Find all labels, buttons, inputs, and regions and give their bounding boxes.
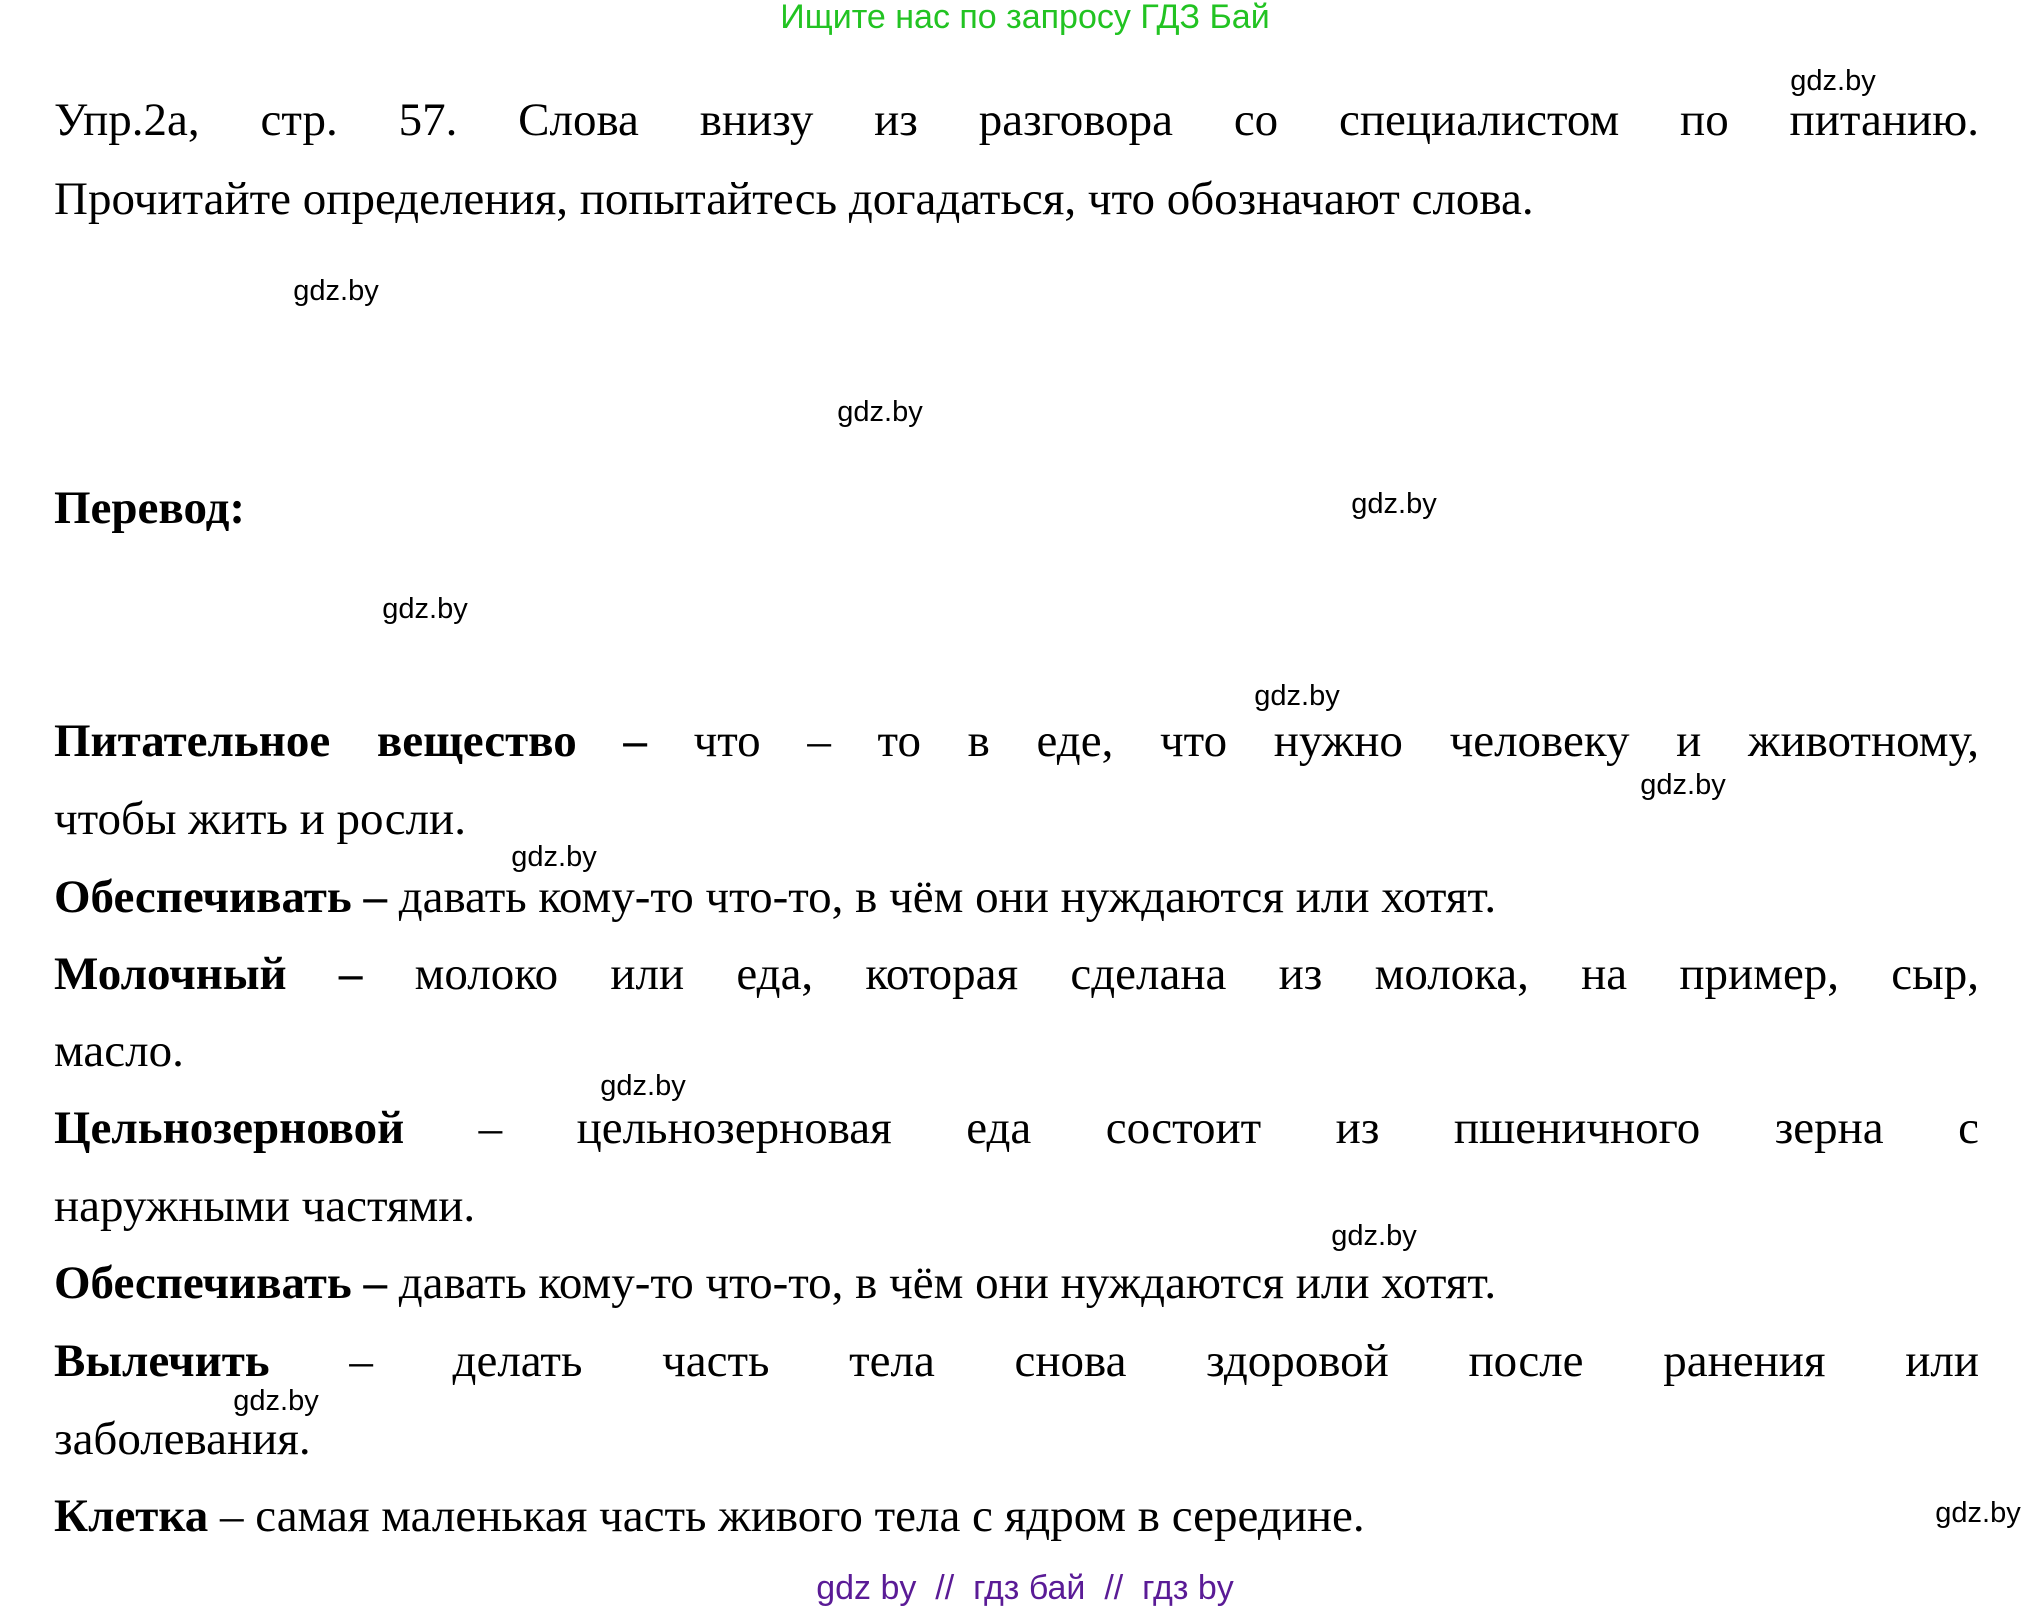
definition-nutrient-cont: чтобы жить и росли. (54, 793, 466, 845)
definition-heal-cont: заболевания. (54, 1413, 311, 1465)
definition-wholegrain (54, 1096, 1979, 1160)
definition-provide (54, 865, 1979, 929)
term: Питательное вещество – (54, 715, 647, 767)
definition-text: давать кому-то что-то, в чём они нуждаются или хотят. (386, 1257, 1497, 1309)
watermark: gdz.by (382, 593, 468, 625)
definition-provide-2 (54, 1251, 1979, 1315)
definition-text: молоко или еда, которая сделана из молока, на пример, сыр, (362, 948, 1979, 1000)
term: Клетка (54, 1490, 209, 1542)
search-banner: Ищите нас по запросу ГДЗ Бай (780, 0, 1270, 36)
term: Молочный – (54, 948, 363, 1000)
definition-dairy-cont: масло. (54, 1025, 184, 1077)
watermark: gdz.by (293, 275, 379, 307)
watermark: gdz.by (600, 1070, 686, 1102)
watermark: gdz.by (1331, 1220, 1417, 1252)
definition-cell (54, 1484, 1979, 1548)
term: Обеспечивать – (54, 1257, 387, 1309)
definition-nutrient (54, 709, 1979, 773)
definition-heal (54, 1329, 1979, 1393)
term: Обеспечивать – (54, 871, 387, 923)
definition-text: что – то в еде, что нужно человеку и животному, (646, 715, 1979, 767)
translation-heading: Перевод: (54, 482, 246, 534)
watermark: gdz.by (1254, 680, 1340, 712)
watermark: gdz.by (511, 841, 597, 873)
definition-text: – цельнозерновая еда состоит из пшеничного зерна с (404, 1102, 1979, 1154)
definition-text: давать кому-то что-то, в чём они нуждаются или хотят. (386, 871, 1497, 923)
term: Цельнозерновой (54, 1102, 405, 1154)
watermark: gdz.by (1640, 769, 1726, 801)
definition-text: – самая маленькая часть живого тела с ядром в середине. (208, 1490, 1365, 1542)
definition-wholegrain-cont: наружными частями. (54, 1180, 476, 1232)
task-line-2: Прочитайте определения, попытайтесь догадаться, что обозначают слова. (54, 173, 1534, 225)
watermark: gdz.by (233, 1385, 319, 1417)
watermark: gdz.by (1935, 1497, 2021, 1529)
definition-dairy (54, 942, 1979, 1006)
watermark: gdz.by (1790, 65, 1876, 97)
task-line-1: Упр.2а, стр. 57. Слова внизу из разговора со специалистом по питанию. (54, 94, 1979, 146)
footer-banner: gdz by // гдз бай // гдз by (816, 1569, 1234, 1607)
definition-text: – делать часть тела снова здоровой после ранения или (269, 1335, 1979, 1387)
term: Вылечить (54, 1335, 270, 1387)
watermark: gdz.by (1351, 488, 1437, 520)
watermark: gdz.by (837, 396, 923, 428)
